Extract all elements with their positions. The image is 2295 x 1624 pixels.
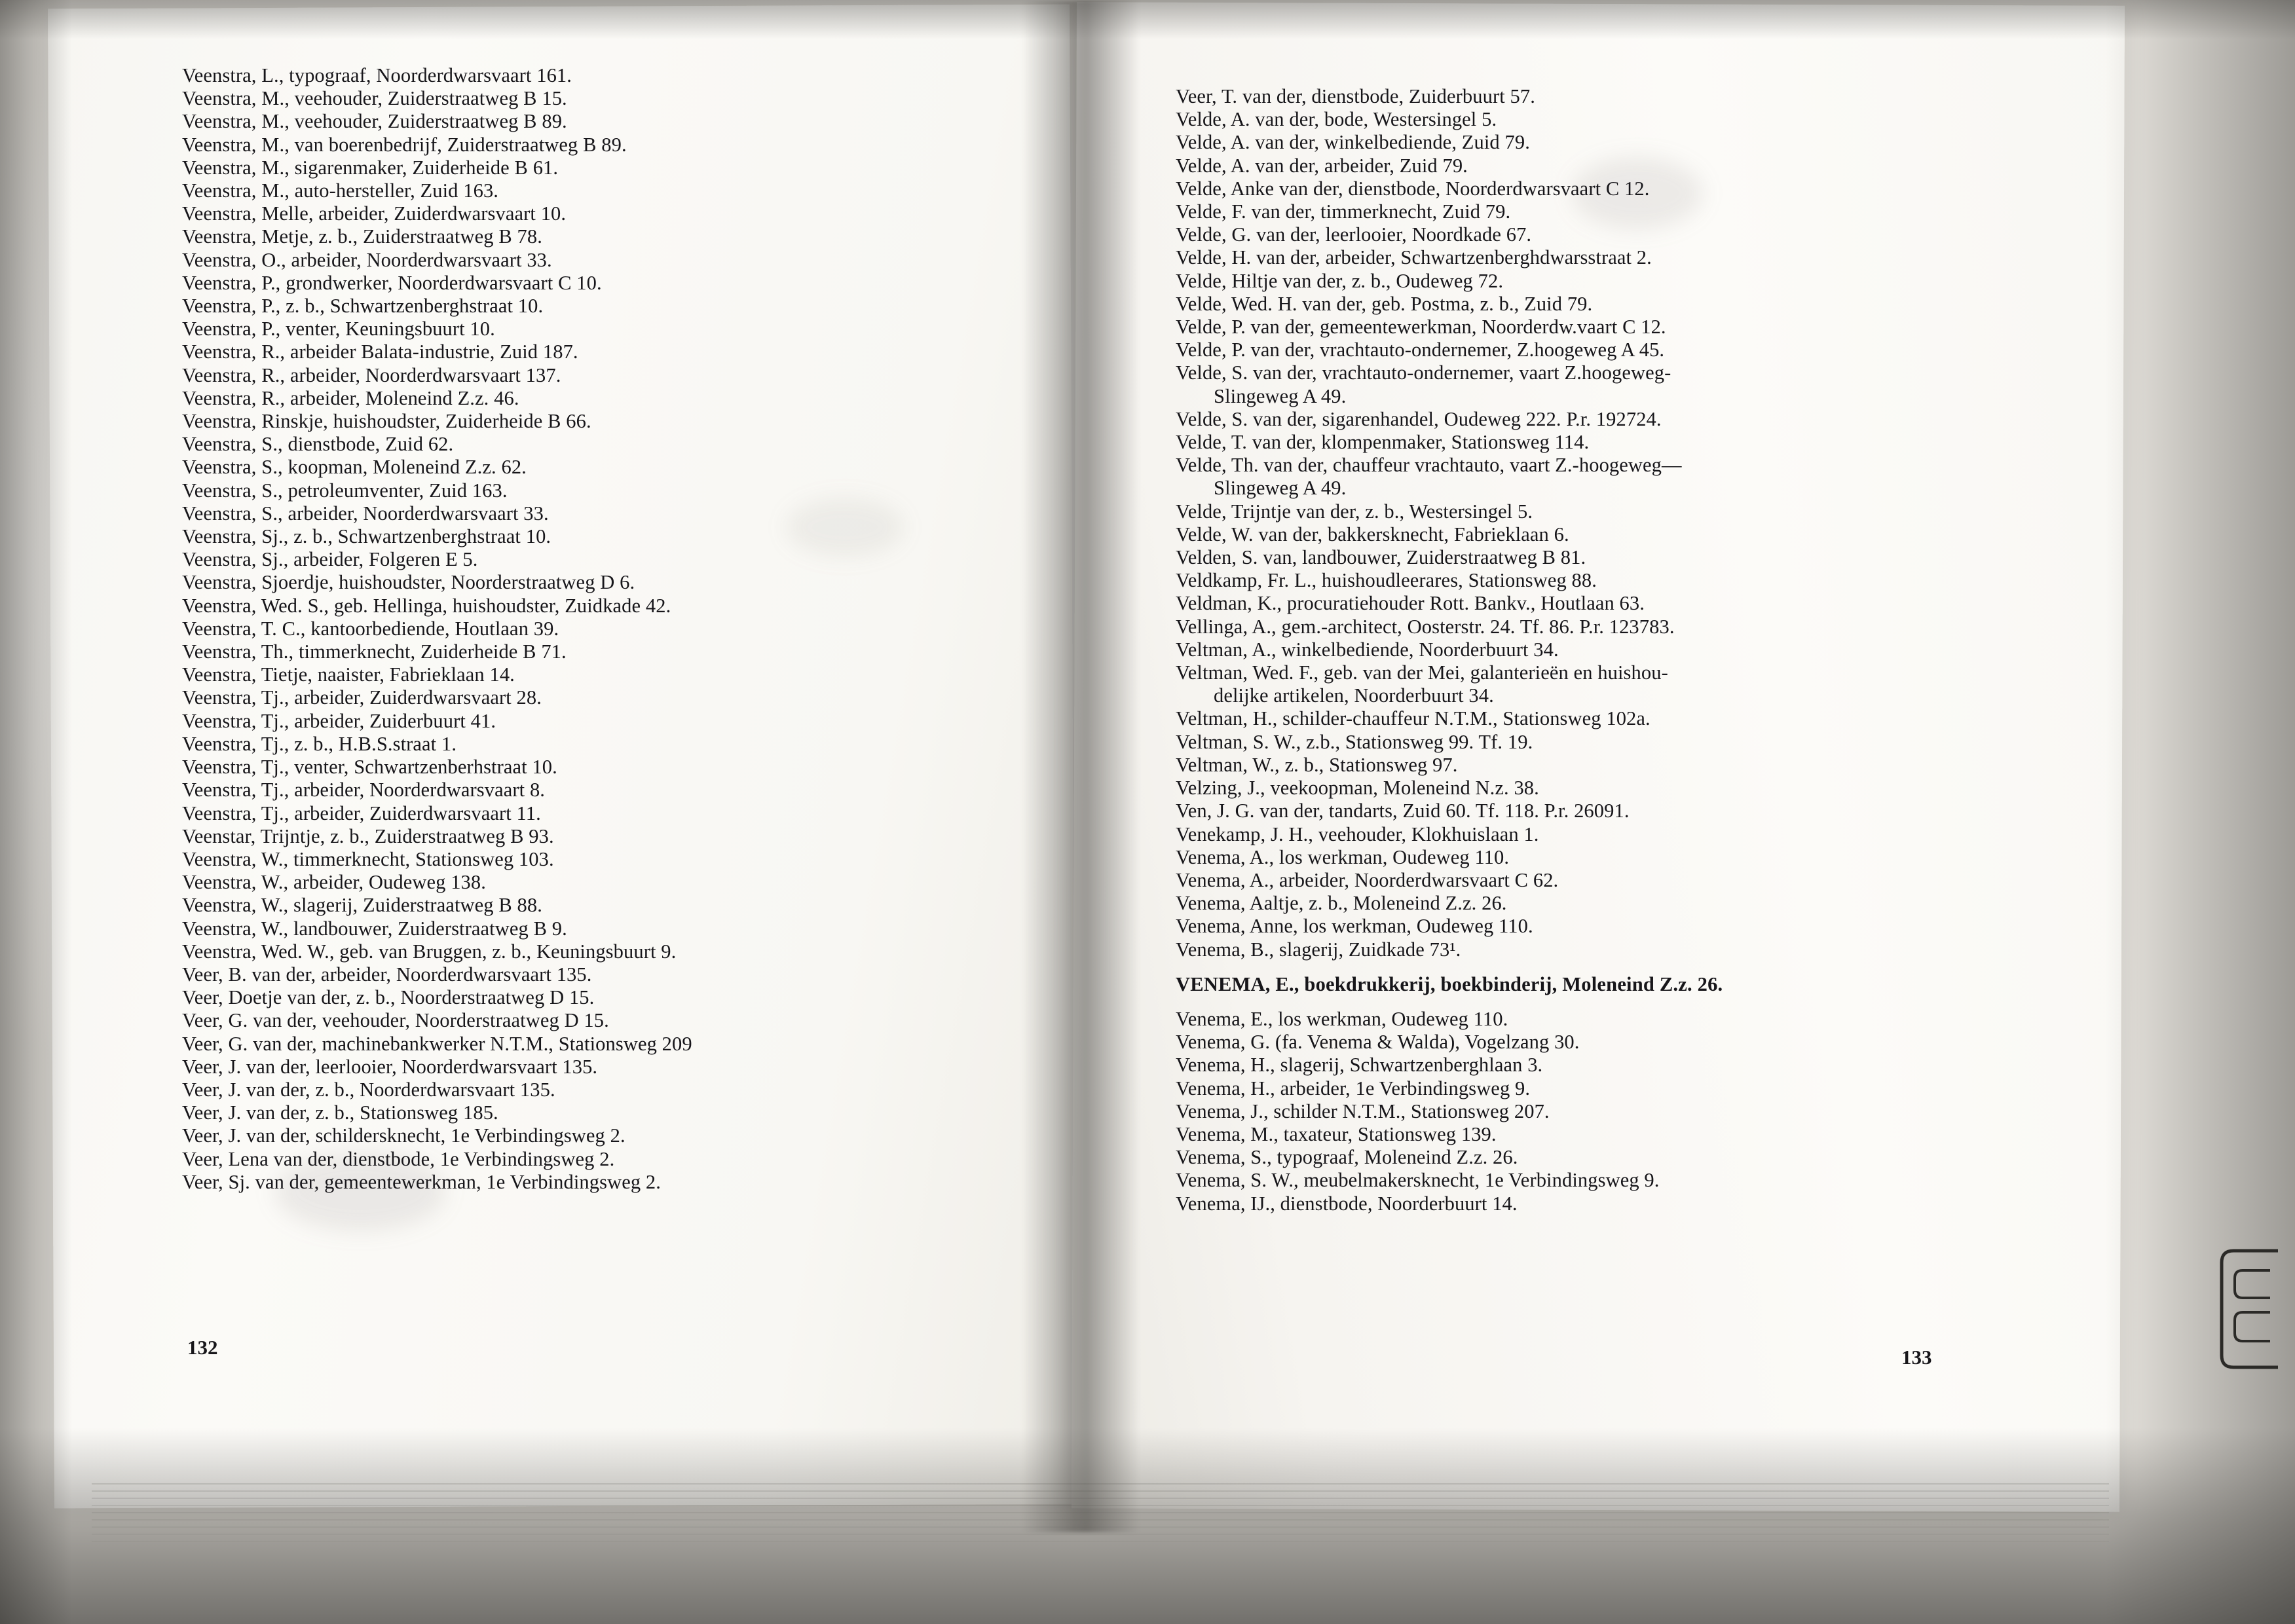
directory-entry: Veenstra, Tj., arbeider, Noorderdwarsvaart 8. — [182, 779, 546, 802]
directory-entry: Veenstra, M., veehouder, Zuiderstraatweg B 89. — [182, 110, 567, 133]
bottom-vignette — [0, 1428, 2295, 1624]
directory-entry: Venema, B., slagerij, Zuidkade 73¹. — [1176, 938, 1461, 961]
directory-entry: Velde, Anke van der, dienstbode, Noorderdwarsvaart C 12. — [1176, 177, 1650, 200]
directory-entry: Veenstra, R., arbeider, Moleneind Z.z. 46. — [182, 386, 519, 409]
directory-entry: Velden, S. van, landbouwer, Zuiderstraatweg B 81. — [1176, 546, 1586, 569]
directory-entry: Ven, J. G. van der, tandarts, Zuid 60. Tf. 118. P.r. 26091. — [1176, 800, 1630, 822]
directory-entry: Venema, A., arbeider, Noorderdwarsvaart C 62. — [1176, 868, 1559, 891]
directory-entry: Veltman, Wed. F., geb. van der Mei, galanterieën en huishou- — [1176, 661, 1668, 684]
directory-entry: Veenstra, S., petroleumventer, Zuid 163. — [182, 479, 508, 502]
directory-entry: Veltman, S. W., z.b., Stationsweg 99. Tf. 19. — [1176, 730, 1533, 753]
directory-entry: Veenstra, W., arbeider, Oudeweg 138. — [182, 871, 486, 894]
directory-entry: Veenstra, Tj., z. b., H.B.S.straat 1. — [182, 732, 457, 755]
directory-entry: Veer, J. van der, z. b., Stationsweg 185. — [182, 1101, 498, 1124]
directory-entry: Veer, Doetje van der, z. b., Noorderstraatweg D 15. — [182, 986, 595, 1009]
directory-entry: Venema, M., taxateur, Stationsweg 139. — [1176, 1122, 1497, 1145]
directory-entry: Slingeweg A 49. — [1214, 477, 1347, 500]
directory-entry: Veenstra, T. C., kantoorbediende, Houtlaan 39. — [182, 617, 559, 640]
directory-entry: Veenstra, Tj., arbeider, Zuiderdwarsvaart 28. — [182, 686, 542, 709]
directory-entry: Veenstra, O., arbeider, Noorderdwarsvaart 33. — [182, 248, 552, 271]
directory-entry: Velde, Hiltje van der, z. b., Oudeweg 72. — [1176, 269, 1504, 292]
directory-entry: Veenstra, M., van boerenbedrijf, Zuiderstraatweg B 89. — [182, 133, 627, 156]
directory-entry: Veenstra, Melle, arbeider, Zuiderdwarsvaart 10. — [182, 202, 567, 225]
directory-entry: Velzing, J., veekoopman, Moleneind N.z. 38. — [1176, 777, 1539, 800]
directory-entry: Veenstra, Tietje, naaister, Fabrieklaan 14. — [182, 663, 515, 686]
directory-entry: Veltman, W., z. b., Stationsweg 97. — [1176, 753, 1458, 776]
left-page-column — [182, 64, 1007, 1194]
top-vignette — [0, 0, 2295, 39]
directory-entry: Velde, S. van der, sigarenhandel, Oudeweg 222. P.r. 192724. — [1176, 407, 1662, 430]
directory-entry: Veenstra, W., timmerknecht, Stationsweg 103. — [182, 847, 554, 870]
left-vignette — [0, 0, 72, 1624]
directory-entry: Veenstra, Th., timmerknecht, Zuiderheide B 71. — [182, 640, 567, 663]
directory-entry: Velde, G. van der, leerlooier, Noordkade 67. — [1176, 223, 1532, 246]
directory-entry: Venekamp, J. H., veehouder, Klokhuislaan 1. — [1176, 822, 1539, 845]
directory-entry: Veer, J. van der, schildersknecht, 1e Verbindingsweg 2. — [182, 1124, 625, 1147]
directory-entry: Venema, S., typograaf, Moleneind Z.z. 26. — [1176, 1146, 1518, 1169]
directory-entry: Venema, Anne, los werkman, Oudeweg 110. — [1176, 915, 1533, 938]
page-number-left: 132 — [187, 1336, 218, 1359]
directory-entry: Veenstra, R., arbeider, Noorderdwarsvaart 137. — [182, 363, 561, 386]
directory-entry: Veenstra, Sj., z. b., Schwartzenberghstraat 10. — [182, 525, 551, 548]
directory-entry: Veenstra, M., auto-hersteller, Zuid 163. — [182, 179, 499, 202]
directory-entry: Veenstra, R., arbeider Balata-industrie, Zuid 187. — [182, 341, 578, 363]
directory-entry: delijke artikelen, Noorderbuurt 34. — [1214, 684, 1494, 707]
directory-entry: Vellinga, A., gem.-architect, Oosterstr. 24. Tf. 86. P.r. 123783. — [1176, 615, 1675, 638]
book-gutter-shadow — [1022, 0, 1140, 1532]
directory-entry: Velde, Th. van der, chauffeur vrachtauto, vaart Z.-hoogeweg— — [1176, 454, 1682, 477]
directory-entry: Velde, H. van der, arbeider, Schwartzenberghdwarsstraat 2. — [1176, 246, 1652, 269]
directory-entry: Veenstra, S., arbeider, Noorderdwarsvaart 33. — [182, 502, 549, 525]
directory-entry: Veenstra, Sj., arbeider, Folgeren E 5. — [182, 548, 478, 571]
directory-entry: Velde, F. van der, timmerknecht, Zuid 79. — [1176, 200, 1511, 223]
directory-entry: Veenstra, M., sigarenmaker, Zuiderheide B 61. — [182, 156, 559, 179]
directory-entry: Velde, P. van der, gemeentewerkman, Noorderdw.vaart C 12. — [1176, 316, 1666, 339]
directory-entry: Veenstar, Trijntje, z. b., Zuiderstraatweg B 93. — [182, 824, 554, 847]
directory-entry: Veenstra, Tj., venter, Schwartzenberhstraat 10. — [182, 756, 557, 779]
directory-entry: Veer, Lena van der, dienstbode, 1e Verbindingsweg 2. — [182, 1147, 615, 1170]
directory-entry: Veenstra, Tj., arbeider, Zuiderdwarsvaart 11. — [182, 802, 541, 824]
directory-entry: Venema, A., los werkman, Oudeweg 110. — [1176, 845, 1510, 868]
directory-entry: Velde, Trijntje van der, z. b., Westersingel 5. — [1176, 500, 1533, 523]
directory-entry: Venema, H., arbeider, 1e Verbindingsweg 9. — [1176, 1077, 1531, 1099]
directory-entry: Veltman, A., winkelbediende, Noorderbuurt 34. — [1176, 638, 1559, 661]
directory-entry: Veldkamp, Fr. L., huishoudleerares, Stationsweg 88. — [1176, 569, 1597, 592]
paper-clip-icon — [2207, 1244, 2286, 1375]
directory-entry: Veenstra, Wed. S., geb. Hellinga, huishoudster, Zuidkade 42. — [182, 594, 671, 617]
directory-entry: Velde, Wed. H. van der, geb. Postma, z. b., Zuid 79. — [1176, 292, 1593, 315]
directory-entry: Veenstra, Tj., arbeider, Zuiderbuurt 41. — [182, 709, 496, 732]
directory-entry: Venema, J., schilder N.T.M., Stationsweg 207. — [1176, 1099, 1550, 1122]
directory-entry: Venema, H., slagerij, Schwartzenberghlaan 3. — [1176, 1054, 1543, 1077]
directory-entry: Veenstra, S., koopman, Moleneind Z.z. 62. — [182, 456, 527, 479]
directory-entry: Veer, G. van der, machinebankwerker N.T.M., Stationsweg 209 — [182, 1032, 692, 1055]
directory-entry: Veltman, H., schilder-chauffeur N.T.M., Stationsweg 102a. — [1176, 707, 1651, 730]
directory-entry: Velde, A. van der, bode, Westersingel 5. — [1176, 108, 1497, 131]
directory-entry: Veenstra, Metje, z. b., Zuiderstraatweg B 78. — [182, 225, 542, 248]
directory-entry: Veenstra, P., z. b., Schwartzenberghstraat 10. — [182, 295, 544, 318]
directory-entry: Veer, Sj. van der, gemeentewerkman, 1e Verbindingsweg 2. — [182, 1170, 661, 1193]
directory-entry: Veenstra, Rinskje, huishoudster, Zuiderheide B 66. — [182, 410, 591, 433]
directory-entry: Veer, G. van der, veehouder, Noorderstraatweg D 15. — [182, 1009, 609, 1032]
directory-entry: Veer, T. van der, dienstbode, Zuiderbuurt 57. — [1176, 85, 1535, 107]
directory-entry: Veenstra, S., dienstbode, Zuid 62. — [182, 433, 454, 456]
directory-entry: Venema, IJ., dienstbode, Noorderbuurt 14. — [1176, 1192, 1518, 1215]
directory-entry: Veenstra, L., typograaf, Noorderdwarsvaart 161. — [182, 64, 572, 86]
directory-entry: Veldman, K., procuratiehouder Rott. Bankv., Houtlaan 63. — [1176, 592, 1645, 615]
directory-entry: Veenstra, Wed. W., geb. van Bruggen, z. b., Keuningsbuurt 9. — [182, 940, 677, 963]
directory-entry: Veenstra, Sjoerdje, huishoudster, Noorderstraatweg D 6. — [182, 571, 635, 594]
directory-entry: Velde, A. van der, arbeider, Zuid 79. — [1176, 154, 1468, 177]
page-number-right: 133 — [1901, 1346, 1932, 1369]
directory-entry: Veenstra, W., slagerij, Zuiderstraatweg B 88. — [182, 894, 542, 917]
directory-entry: Venema, S. W., meubelmakersknecht, 1e Verbindingsweg 9. — [1176, 1169, 1660, 1192]
directory-entry: Veer, J. van der, leerlooier, Noorderdwarsvaart 135. — [182, 1055, 598, 1078]
directory-entry: Velde, T. van der, klompenmaker, Stationsweg 114. — [1176, 431, 1590, 454]
directory-entry: Venema, G. (fa. Venema & Walda), Vogelzang 30. — [1176, 1031, 1580, 1054]
right-vignette — [2105, 0, 2295, 1624]
right-page-column — [1176, 85, 2027, 1215]
directory-entry: Veenstra, W., landbouwer, Zuiderstraatweg B 9. — [182, 917, 567, 940]
directory-entry: Velde, P. van der, vrachtauto-ondernemer, Z.hoogeweg A 45. — [1176, 339, 1665, 361]
directory-entry: Venema, Aaltje, z. b., Moleneind Z.z. 26. — [1176, 892, 1507, 915]
directory-entry: Veer, B. van der, arbeider, Noorderdwarsvaart 135. — [182, 963, 592, 986]
directory-entry: Veenstra, P., grondwerker, Noorderdwarsvaart C 10. — [182, 271, 602, 294]
directory-entry: Veenstra, P., venter, Keuningsbuurt 10. — [182, 318, 495, 341]
directory-entry: Venema, E., los werkman, Oudeweg 110. — [1176, 1007, 1508, 1030]
directory-entry: Velde, S. van der, vrachtauto-ondernemer, vaart Z.hoogeweg- — [1176, 361, 1671, 384]
directory-entry: VENEMA, E., boekdrukkerij, boekbinderij, Moleneind Z.z. 26. — [1176, 972, 1723, 995]
directory-entry: Slingeweg A 49. — [1214, 384, 1347, 407]
directory-entry: Velde, A. van der, winkelbediende, Zuid 79. — [1176, 131, 1530, 154]
directory-entry: Veer, J. van der, z. b., Noorderdwarsvaart 135. — [182, 1078, 555, 1101]
directory-entry: Veenstra, M., veehouder, Zuiderstraatweg B 15. — [182, 87, 567, 110]
directory-entry: Velde, W. van der, bakkersknecht, Fabrieklaan 6. — [1176, 523, 1569, 545]
